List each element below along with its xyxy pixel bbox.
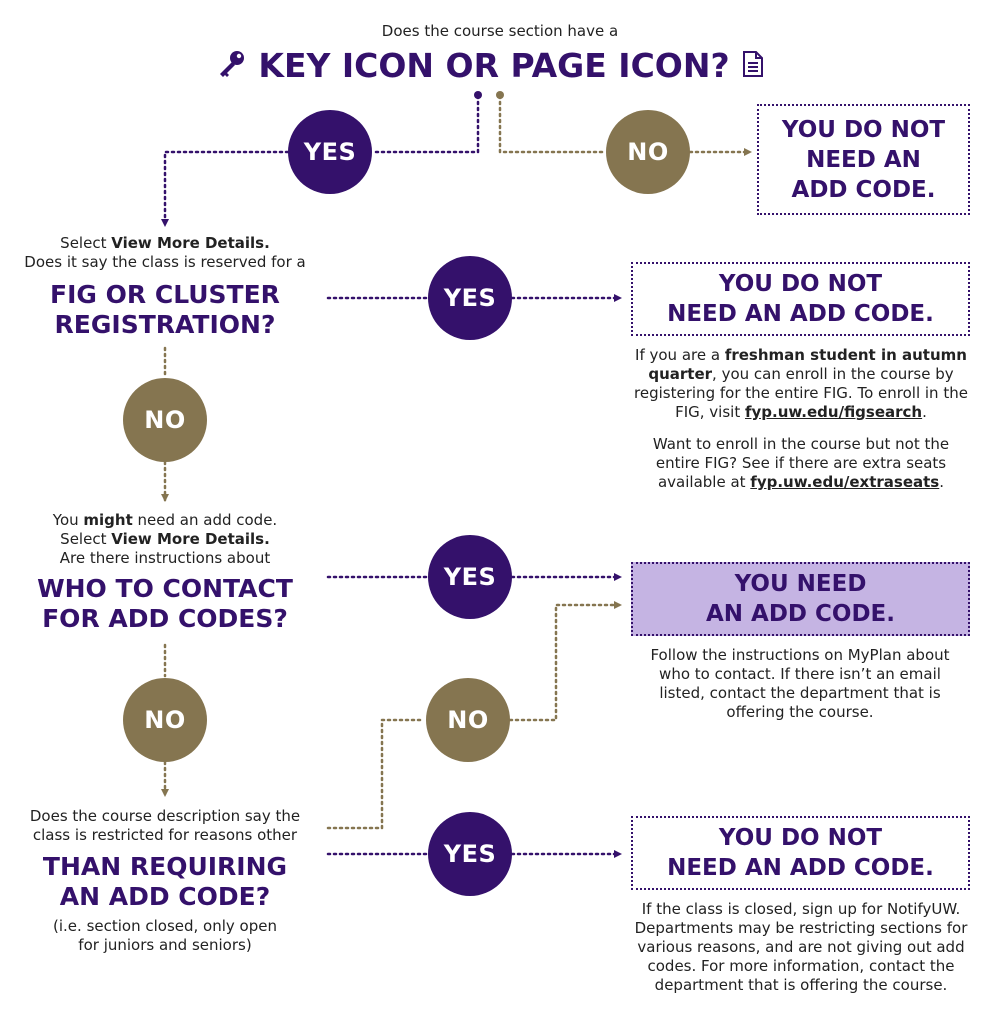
yes-circle-contact: YES xyxy=(428,535,512,619)
connector-q4-no xyxy=(328,720,424,828)
connector-yes-q2 xyxy=(165,152,288,225)
result-line: YOU DO NOT xyxy=(718,825,883,851)
extraseats-link[interactable]: fyp.uw.edu/extraseats xyxy=(750,473,940,491)
no-circle-contact: NO xyxy=(123,678,207,762)
fig-note xyxy=(630,346,972,492)
fig-note-text: . xyxy=(939,473,945,491)
result-line: YOU DO NOT xyxy=(718,271,883,297)
q4-intro xyxy=(10,807,320,845)
connector-dot-gold xyxy=(496,91,504,99)
result-no-add-code-2 xyxy=(631,262,970,336)
no-circle-key-icon: NO xyxy=(606,110,690,194)
q4-question-line: AN ADD CODE? xyxy=(59,882,271,911)
q4-examples xyxy=(10,917,320,955)
result-line: YOU DO NOT xyxy=(781,116,946,143)
yes-circle-key-icon: YES xyxy=(288,110,372,194)
q4-question-line: THAN REQUIRING xyxy=(42,852,288,881)
fig-note-paragraph xyxy=(630,346,972,422)
q3-text-bold: might xyxy=(83,511,133,529)
q2-intro xyxy=(10,234,320,272)
fig-note-text: Want to enroll in the course but not the entire FIG? See if there are extra seats available at xyxy=(652,435,950,491)
result-line: NEED AN xyxy=(806,146,921,173)
q2-text: Does it say the class is reserved for a xyxy=(24,253,306,271)
q3-question-line: WHO TO CONTACT xyxy=(37,574,293,603)
q4-example-text: for juniors and seniors) xyxy=(78,936,252,954)
q2-text: Select xyxy=(60,234,112,252)
result-line: NEED AN ADD CODE. xyxy=(667,855,934,881)
key-icon xyxy=(216,49,246,83)
connector-dot-purple xyxy=(474,91,482,99)
yes-circle-restricted: YES xyxy=(428,812,512,896)
result-line: AN ADD CODE. xyxy=(705,601,896,627)
no-circle-restricted: NO xyxy=(426,678,510,762)
closed-note: If the class is closed, sign up for NotifyUW. Departments may be restricting sections for various reasons, and are not giving out add codes. For more information, contact the department that is offering the course. xyxy=(634,900,968,994)
result-no-add-code-1 xyxy=(757,104,970,215)
fig-note-text: , you can enroll in the course by registering for the entire FIG. To enroll in the FIG, visit xyxy=(634,365,968,421)
q4-question xyxy=(10,852,320,912)
fig-note-text: If you are a xyxy=(635,346,725,364)
result-need-add-code xyxy=(631,562,970,636)
yes-circle-fig: YES xyxy=(428,256,512,340)
fig-note-paragraph xyxy=(630,435,972,492)
q3-intro xyxy=(10,511,320,568)
q3-text: Select xyxy=(60,530,112,548)
q2-question xyxy=(10,280,320,340)
result-line: YOU NEED xyxy=(734,571,867,597)
q3-text-bold: View More Details. xyxy=(111,530,270,548)
page-title: KEY ICON OR PAGE ICON? xyxy=(258,46,730,85)
q2-question-line: FIG OR CLUSTER xyxy=(50,280,280,309)
no-circle-fig: NO xyxy=(123,378,207,462)
connector-title-no xyxy=(500,96,604,152)
connector-no-result3 xyxy=(510,605,620,720)
result-line: ADD CODE. xyxy=(791,176,936,203)
title-row xyxy=(190,44,790,88)
q4-text: class is restricted for reasons other xyxy=(32,826,298,844)
connector-title-yes xyxy=(372,96,478,152)
q4-text: Does the course description say the xyxy=(29,807,301,825)
figsearch-link[interactable]: fyp.uw.edu/figsearch xyxy=(744,403,923,421)
q2-question-line: REGISTRATION? xyxy=(54,310,276,339)
fig-note-text: . xyxy=(922,403,927,421)
q3-text: You xyxy=(52,511,84,529)
fig-note-bold: freshman student in autumn quarter xyxy=(648,346,967,383)
title-intro: Does the course section have a xyxy=(381,22,619,40)
q3-question xyxy=(10,574,320,634)
q3-text: need an add code. xyxy=(132,511,278,529)
result-line: NEED AN ADD CODE. xyxy=(667,301,934,327)
contact-note: Follow the instructions on MyPlan about who to contact. If there isn’t an email listed, contact the department that is offering the course. xyxy=(650,646,950,721)
result-no-add-code-3 xyxy=(631,816,970,890)
q3-question-line: FOR ADD CODES? xyxy=(42,604,288,633)
page-icon xyxy=(742,51,764,81)
q3-text: Are there instructions about xyxy=(59,549,271,567)
q2-text-bold: View More Details. xyxy=(111,234,270,252)
q4-example-text: (i.e. section closed, only open xyxy=(53,917,277,935)
